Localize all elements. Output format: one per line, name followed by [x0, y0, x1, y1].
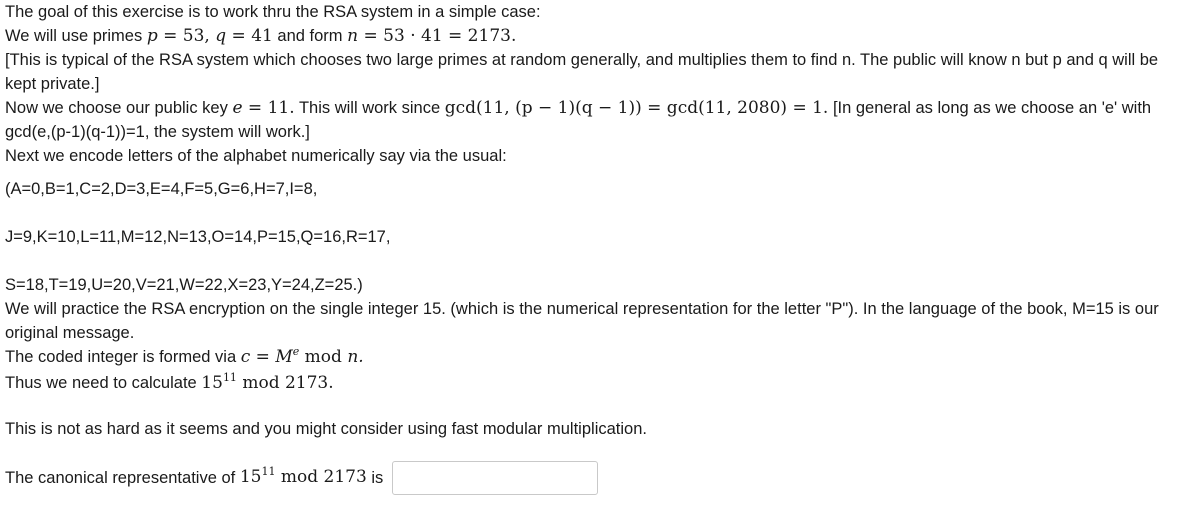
- coded-line: [5, 345, 1193, 371]
- typical-note: [This is typical of the RSA system which chooses two large primes at random generally, and multiplies them to find n. The public will know n but p and q will be kept private.]: [5, 51, 1159, 93]
- calc-prefix: Thus we need to calculate: [5, 374, 197, 392]
- e-math: e = 11.: [232, 98, 295, 118]
- primes-line: [5, 24, 1193, 48]
- coded-formula: c = Me mod n.: [240, 345, 364, 367]
- calc-line: [5, 371, 1193, 397]
- intro-text: The goal of this exercise is to work thru the RSA system in a simple case:: [5, 3, 541, 21]
- n-expression: 53 · 41 = 2173.: [383, 26, 517, 46]
- encode-intro: Next we encode letters of the alphabet numerically say via the usual:: [5, 147, 507, 165]
- public-key-mid: This will work since: [298, 99, 441, 117]
- primes-mid: and form: [277, 27, 343, 45]
- calc-formula: $15^{11}$ mod 2173.: [201, 371, 334, 393]
- answer-input[interactable]: [392, 461, 598, 495]
- public-key-suffix: [In general as long as we choose an 'e' with gcd(e,(p-1)(q-1))=1, the system will work.]: [5, 99, 1152, 141]
- coded-prefix: The coded integer is formed via: [5, 348, 237, 366]
- gcd-expression: gcd(11, (p − 1)(q − 1)) = gcd(11, 2080) = 1.: [444, 98, 829, 118]
- hint-text: This is not as hard as it seems and you might consider using fast modular multiplication.: [5, 420, 647, 438]
- answer-formula: $15^{11}$ mod 2173: [239, 465, 367, 487]
- public-key-prefix: Now we choose our public key: [5, 99, 228, 117]
- primes-math: p = 53, q = 41: [146, 26, 273, 46]
- e-value: 11.: [267, 98, 295, 118]
- alphabet-line-2: J=9,K=10,L=11,M=12,N=13,O=14,P=15,Q=16,R=17,: [5, 228, 391, 246]
- q-value: 41: [251, 26, 273, 46]
- primes-prefix: We will use primes: [5, 27, 143, 45]
- p-value: 53: [182, 26, 205, 46]
- n-math: n = 53 · 41 = 2173.: [347, 26, 517, 46]
- exercise-content: [5, 0, 1193, 495]
- alphabet-line-1: (A=0,B=1,C=2,D=3,E=4,F=5,G=6,H=7,I=8,: [5, 180, 318, 198]
- answer-suffix: is: [371, 469, 384, 487]
- public-key-paragraph: [5, 96, 1193, 144]
- answer-row: [5, 461, 1193, 495]
- answer-prefix: The canonical representative of: [5, 469, 236, 487]
- practice-text: We will practice the RSA encryption on the single integer 15. (which is the numerical representation for the letter "P"). In the language of the book, M=15 is our original message.: [5, 300, 1159, 342]
- alphabet-line-3: S=18,T=19,U=20,V=21,W=22,X=23,Y=24,Z=25.): [5, 276, 363, 294]
